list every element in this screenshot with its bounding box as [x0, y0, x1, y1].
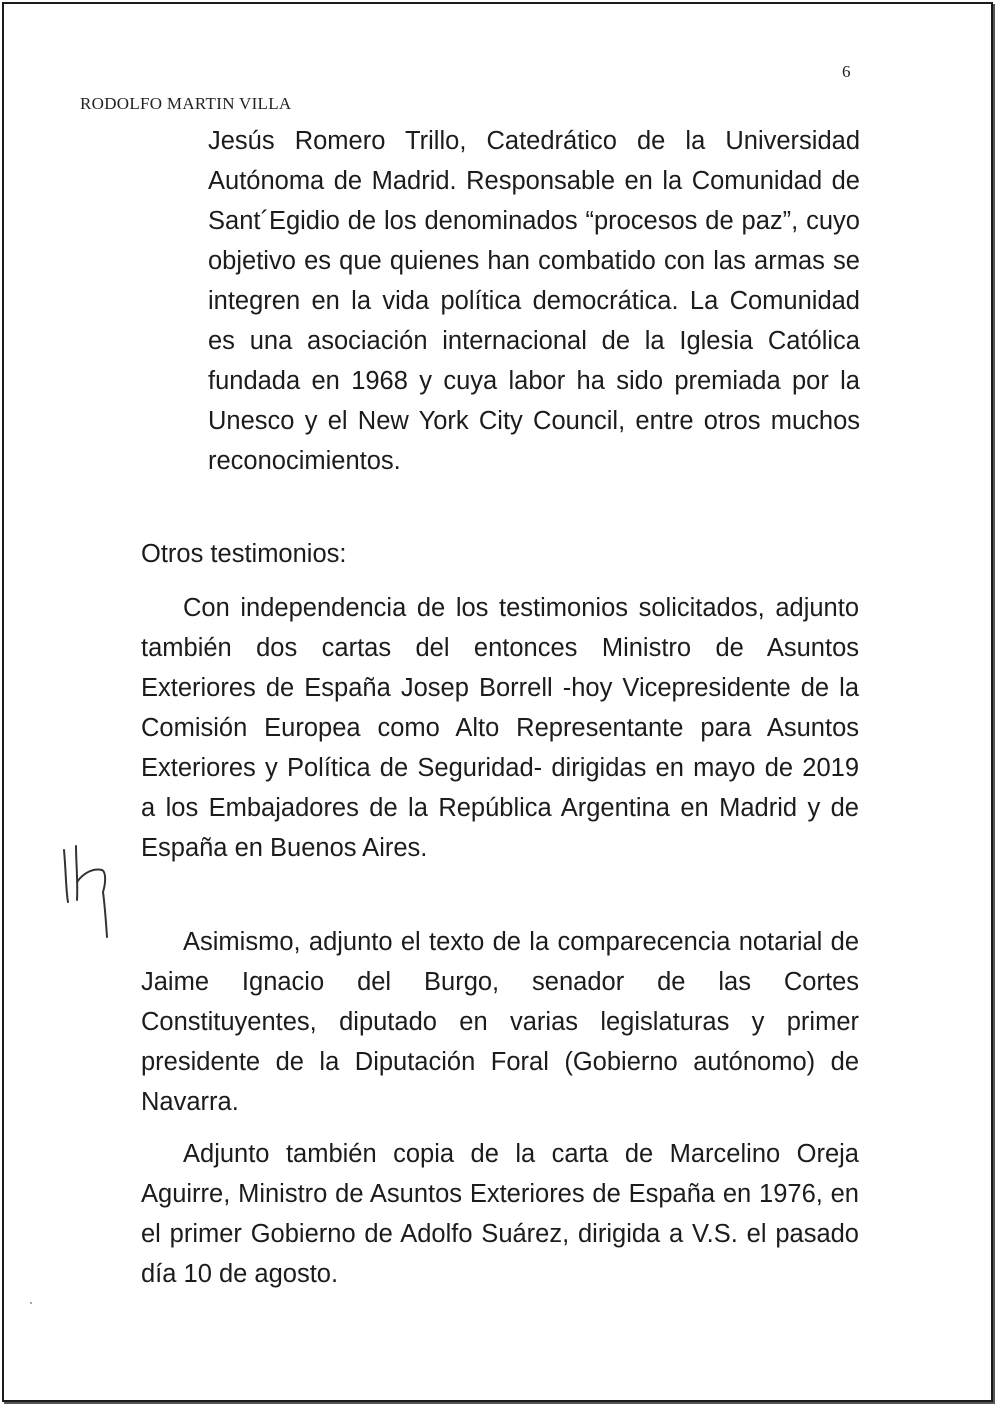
document-page [2, 2, 993, 1402]
section-heading-otros-testimonios: Otros testimonios: [141, 540, 347, 568]
scan-speck [30, 1302, 32, 1304]
paragraph-del-burgo: Asimismo, adjunto el texto de la comparecencia notarial de Jaime Ignacio del Burgo, senador de las Cortes Constituyentes, diputado en varias legislaturas y primer presidente de la Diputación Foral (Gobierno autónomo) de Navarra. [141, 928, 859, 1116]
paragraph-oreja-aguirre: Adjunto también copia de la carta de Marcelino Oreja Aguirre, Ministro de Asuntos Exteriores de España en 1976, en el primer Gobierno de Adolfo Suárez, dirigida a V.S. el pasado día 10 de agosto. [141, 1140, 859, 1288]
paragraph-borrell-letters: Con independencia de los testimonios solicitados, adjunto también dos cartas del entonces Ministro de Asuntos Exteriores de España Josep Borrell -hoy Vicepresidente de la Comisión Europea como Alto Representante para Asuntos Exteriores y Política de Seguridad- dirigidas en mayo de 2019 a los Embajadores de la República Argentina en Madrid y de España en Buenos Aires. [141, 594, 859, 862]
paragraph-romero-trillo: Jesús Romero Trillo, Catedrático de la Universidad Autónoma de Madrid. Responsable en la Comunidad de Sant´Egidio de los denominados “procesos de paz”, cuyo objetivo es que quienes han combatido con las armas se integren en la vida política democrática. La Comunidad es una asociación internacional de la Iglesia Católica fundada en 1968 y cuya labor ha sido premiada por la Unesco y el New York City Council, entre otros muchos reconocimientos. [208, 127, 860, 475]
handwritten-initial-mark [56, 842, 126, 942]
page-number: 6 [842, 62, 851, 81]
running-header-author: RODOLFO MARTIN VILLA [80, 94, 292, 113]
